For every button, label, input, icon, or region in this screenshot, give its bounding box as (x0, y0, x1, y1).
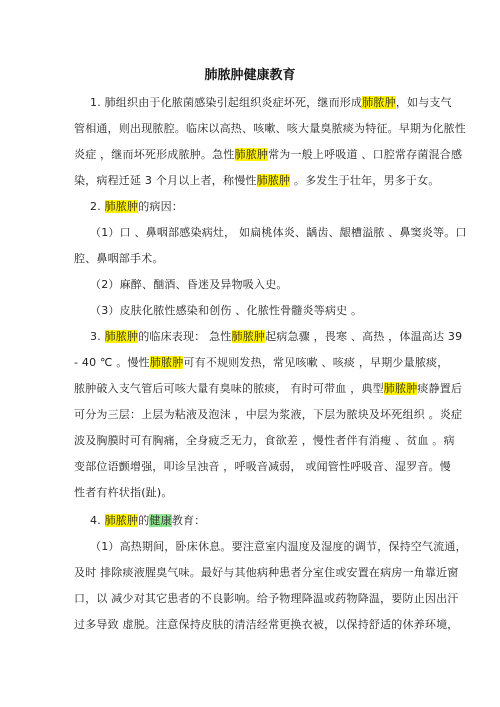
highlighted-term: 肺脓肿 (149, 356, 184, 369)
text-run: 可分为三层：上层为粘液及泡沫 ，中层为浆液，下层为脓块及坏死组织 。炎症 (74, 408, 463, 421)
paragraph-line (90, 199, 450, 214)
text-run: 腔、鼻咽部手术。 (74, 252, 164, 265)
text-run: 变部位语颤增强，叩诊呈浊音 ，呼吸音减弱， 或闻管性呼吸音、湿罗音。慢 (74, 460, 451, 473)
text-run: （1）口 、鼻咽部感染病灶， 如扁桃体炎、龋齿、龈槽溢脓 、鼻窦炎等。口 (90, 226, 467, 239)
paragraph-line (74, 381, 463, 396)
paragraph-line (90, 539, 467, 554)
paragraph-line (90, 95, 450, 110)
text-run: 管相通，则出现脓腔。临床以高热、咳嗽、咳大量臭脓痰为特征。早期为化脓性 (74, 122, 466, 135)
highlighted-term: 肺脓肿 (104, 514, 139, 527)
highlighted-term: 肺脓肿 (256, 174, 291, 187)
text-run: （1）高热期间，卧床休息。要注意室内温度及湿度的调节，保持空气流通， (90, 540, 467, 553)
highlighted-term: 肺脓肿 (383, 382, 418, 395)
paragraph-line (74, 485, 434, 500)
paragraph-line (90, 225, 467, 240)
paragraph-line (74, 407, 463, 422)
text-run: 痰静置后 (417, 382, 463, 395)
text-run: （3）皮肤化脓性感染和创伤 、化脓性骨髓炎等病史 。 (90, 304, 363, 317)
text-run: 的病因： (138, 200, 184, 213)
paragraph-line (74, 121, 466, 136)
highlighted-term: 肺脓肿 (362, 96, 396, 109)
paragraph-line (74, 147, 463, 162)
paragraph-line (90, 513, 450, 528)
text-run: 3. (90, 330, 105, 343)
highlighted-term: 肺脓肿 (234, 148, 269, 161)
paragraph-line (74, 173, 440, 188)
highlighted-term: 肺脓肿 (104, 200, 139, 213)
paragraph-line (74, 617, 459, 632)
text-run: 脓肿破入支气管后可咳大量有臭味的脓痰， 有时可带血 ，典型 (74, 382, 384, 395)
paragraph-line (74, 591, 459, 606)
paragraph-line (74, 355, 449, 370)
highlighted-term: 肺脓肿 (104, 330, 139, 343)
text-run: 的临床表现： 急性 (138, 330, 232, 343)
text-run: 2. (90, 200, 105, 213)
highlighted-term-green: 健康 (149, 514, 172, 527)
paragraph-line (90, 303, 450, 318)
text-run: 4. (90, 514, 105, 527)
text-run: - 40 ℃ 。慢性 (74, 356, 150, 369)
text-run: （2）麻醉、酗酒、昏迷及异物吸入史。 (90, 278, 288, 291)
text-run: 口，以 减少对其它患者的不良影响。给予物理降温或药物降温，要防止因出汗 (74, 592, 459, 605)
text-run: 波及胸膜时可有胸痛，全身疲乏无力，食欲差 ，慢性者伴有消瘦 、贫血 。病 (74, 434, 455, 447)
document-title: 肺脓肿健康教育 (204, 68, 296, 83)
text-run: 炎症 ，继而坏死形成脓肿。急性 (74, 148, 235, 161)
paragraph-line (90, 329, 463, 344)
paragraph-line (74, 459, 451, 474)
highlighted-term: 肺脓肿 (231, 330, 266, 343)
text-run: 常为一般上呼吸道 、口腔常存菌混合感 (268, 148, 463, 161)
text-run: 染，病程迁延 3 个月以上者，称慢性 (74, 174, 257, 187)
text-run: 可有不规则发热，常见咳嗽 、咳痰 ，早期少量脓痰， (183, 356, 449, 369)
paragraph-line (74, 565, 459, 580)
paragraph-line (90, 277, 450, 292)
text-run: 。多发生于壮年，男多于女。 (290, 174, 440, 187)
text-run: 的 (138, 514, 150, 527)
text-run: 性者有杵状指(趾)。 (74, 486, 173, 499)
text-run: 过多导致 虚脱。注意保持皮肤的清洁经常更换衣被，以保持舒适的休养环境， (74, 618, 459, 631)
text-run: 1. 肺组织由于化脓菌感染引起组织炎症坏死，继而形成 (90, 96, 363, 109)
paragraph-line (74, 251, 434, 266)
paragraph-line (74, 433, 455, 448)
text-run: 及时 排除痰液腥臭气味。最好与其他病种患者分室住或安置在病房一角靠近窗 (74, 566, 459, 579)
text-run: 起病急骤 ，畏寒 、高热 ，体温高达 39 (265, 330, 463, 343)
text-run: ，如与支气 (395, 96, 452, 109)
text-run: 教育： (171, 514, 206, 527)
